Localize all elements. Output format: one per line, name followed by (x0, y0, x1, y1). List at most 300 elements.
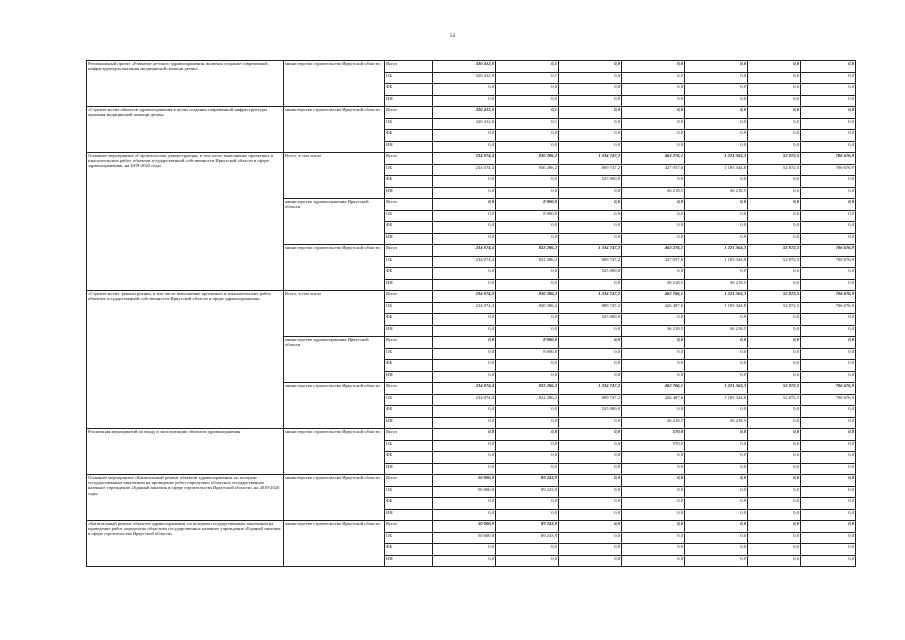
amount-cell: 0,0 (748, 440, 801, 452)
amount-cell: 462 706,1 (622, 383, 685, 395)
executor-cell: министерство строительства Иркутской области (284, 475, 385, 521)
amount-cell: 0,0 (622, 84, 685, 96)
amount-cell: 0,0 (559, 475, 622, 487)
table-row (87, 475, 856, 487)
amount-cell: 0,0 (559, 417, 622, 429)
amount-cell: 0,0 (748, 61, 801, 73)
amount-cell: 706 676,9 (801, 291, 856, 303)
funding-source-cell: ОБ (385, 164, 433, 176)
funding-source-cell: Всего (385, 429, 433, 441)
amount-cell: 570,0 (622, 440, 685, 452)
amount-cell: 0,0 (801, 440, 856, 452)
amount-cell: 0,0 (496, 463, 559, 475)
amount-cell: 234 074,4 (433, 164, 496, 176)
measure-name-cell: Основное мероприятие «Строительство, реконструкция, в том числе выполнение проектных и изыскательских работ, объектов государственной собственности Иркутской области в сфере здравоохранения» на 2019-2025 годы (87, 153, 284, 291)
amount-cell: 0,0 (685, 429, 748, 441)
table-row (87, 61, 856, 73)
amount-cell: 0,0 (685, 406, 748, 418)
executor-cell: министерство строительства Иркутской области (284, 61, 385, 107)
amount-cell: 0,0 (685, 199, 748, 211)
amount-cell: 36 218,5 (622, 325, 685, 337)
amount-cell: 0,0 (748, 348, 801, 360)
amount-cell: 0,0 (496, 498, 559, 510)
amount-cell: 570,0 (622, 429, 685, 441)
amount-cell: 52 872,5 (748, 394, 801, 406)
funding-source-cell: ОБ (385, 302, 433, 314)
amount-cell: 50 000,0 (433, 532, 496, 544)
amount-cell: 0,0 (496, 440, 559, 452)
amount-cell: 0,0 (748, 199, 801, 211)
amount-cell: 0,0 (685, 268, 748, 280)
amount-cell: 0,0 (433, 325, 496, 337)
amount-cell: 0,0 (496, 417, 559, 429)
amount-cell: 706 676,9 (801, 164, 856, 176)
amount-cell: 427 057,6 (622, 164, 685, 176)
amount-cell: 8 000,0 (496, 337, 559, 349)
amount-cell: 0,0 (748, 417, 801, 429)
amount-cell: 0,0 (685, 141, 748, 153)
amount-cell: 706 676,9 (801, 245, 856, 257)
executor-cell: министерство строительства Иркутской области (284, 107, 385, 153)
amount-cell: 706 676,9 (801, 383, 856, 395)
amount-cell: 89 243,9 (496, 475, 559, 487)
amount-cell: 0,0 (559, 348, 622, 360)
amount-cell: 0,0 (496, 360, 559, 372)
amount-cell: 0,0 (433, 141, 496, 153)
funding-source-cell: ИИ (385, 95, 433, 107)
amount-cell: 0,0 (685, 463, 748, 475)
amount-cell: 0,0 (433, 222, 496, 234)
amount-cell: 0,0 (433, 130, 496, 142)
amount-cell: 830 286,2 (496, 302, 559, 314)
amount-cell: 0,0 (622, 107, 685, 119)
amount-cell: 320 412,0 (433, 72, 496, 84)
amount-cell: 0,0 (433, 429, 496, 441)
amount-cell: 0,0 (801, 187, 856, 199)
funding-source-cell: ИИ (385, 371, 433, 383)
amount-cell: 0,0 (496, 222, 559, 234)
amount-cell: 0,0 (496, 544, 559, 556)
amount-cell: 234 074,4 (433, 153, 496, 165)
amount-cell: 0,0 (748, 130, 801, 142)
funding-source-cell: ИИ (385, 509, 433, 521)
measure-name-cell: Реализация мероприятий по вводу в эксплуатацию объектов здравоохранения (87, 429, 284, 475)
funding-source-cell: ОБ (385, 532, 433, 544)
amount-cell: 50 000,0 (433, 521, 496, 533)
amount-cell: 0,0 (559, 452, 622, 464)
amount-cell: 0,0 (433, 498, 496, 510)
measure-name-cell: Региональный проект «Развитие детского здравоохранения, включая создание современной инфраструктуры оказания медицинской помощи детям» (87, 61, 284, 107)
table-row (87, 107, 856, 119)
amount-cell: 0,0 (496, 325, 559, 337)
funding-source-cell: ФБ (385, 544, 433, 556)
amount-cell: 0,1 (496, 72, 559, 84)
funding-source-cell: ФБ (385, 130, 433, 142)
amount-cell: 0,0 (433, 371, 496, 383)
amount-cell: 0,0 (801, 417, 856, 429)
executor-cell: Всего, в том числе (284, 153, 385, 199)
amount-cell: 0,0 (685, 486, 748, 498)
amount-cell: 0,1 (496, 61, 559, 73)
table-row (87, 291, 856, 303)
amount-cell: 0,0 (801, 406, 856, 418)
amount-cell: 830 286,2 (496, 153, 559, 165)
amount-cell: 0,0 (685, 337, 748, 349)
amount-cell: 0,0 (801, 107, 856, 119)
amount-cell: 0,0 (622, 337, 685, 349)
amount-cell: 0,0 (801, 521, 856, 533)
amount-cell: 0,0 (622, 463, 685, 475)
amount-cell: 320 412,0 (433, 61, 496, 73)
amount-cell: 463 276,1 (622, 153, 685, 165)
amount-cell: 1 221 563,3 (685, 291, 748, 303)
amount-cell: 0,0 (559, 107, 622, 119)
amount-cell: 830 286,2 (496, 164, 559, 176)
amount-cell: 0,0 (433, 544, 496, 556)
amount-cell: 89 243,9 (496, 486, 559, 498)
amount-cell: 0,0 (748, 176, 801, 188)
amount-cell: 0,0 (748, 509, 801, 521)
amount-cell: 0,0 (622, 268, 685, 280)
amount-cell: 706 676,9 (801, 153, 856, 165)
funding-source-cell: ИИ (385, 325, 433, 337)
amount-cell: 525 000,0 (559, 176, 622, 188)
measure-name-cell: «Строительство, реконструкция, в том числе выполнение проектных и изыскательских работ, объектов государственной собственности Иркутской области в сфере здравоохранения» (87, 291, 284, 429)
amount-cell: 0,0 (748, 406, 801, 418)
amount-cell: 8 000,0 (496, 348, 559, 360)
amount-cell: 0,0 (748, 210, 801, 222)
amount-cell: 0,0 (622, 222, 685, 234)
executor-cell: министерство здравоохранения Иркутской области (284, 337, 385, 383)
amount-cell: 0,0 (559, 463, 622, 475)
amount-cell: 0,0 (496, 268, 559, 280)
amount-cell: 0,0 (685, 348, 748, 360)
amount-cell: 0,0 (801, 475, 856, 487)
amount-cell: 0,0 (685, 475, 748, 487)
amount-cell: 0,0 (433, 440, 496, 452)
amount-cell: 426 487,6 (622, 394, 685, 406)
amount-cell: 0,0 (801, 141, 856, 153)
amount-cell: 0,0 (801, 532, 856, 544)
amount-cell: 0,0 (622, 233, 685, 245)
amount-cell: 0,0 (685, 360, 748, 372)
amount-cell: 0,0 (559, 521, 622, 533)
funding-source-cell: ОБ (385, 256, 433, 268)
amount-cell: 0,0 (622, 371, 685, 383)
amount-cell: 0,0 (801, 486, 856, 498)
amount-cell: 0,0 (748, 118, 801, 130)
amount-cell: 0,0 (496, 371, 559, 383)
amount-cell: 0,0 (622, 544, 685, 556)
amount-cell: 0,0 (685, 521, 748, 533)
amount-cell: 0,0 (801, 371, 856, 383)
amount-cell: 0,0 (496, 429, 559, 441)
funding-source-cell: Всего (385, 291, 433, 303)
amount-cell: 0,0 (433, 406, 496, 418)
amount-cell: 52 872,5 (748, 302, 801, 314)
executor-cell: министерство строительства Иркутской области (284, 383, 385, 429)
amount-cell: 0,0 (622, 61, 685, 73)
funding-source-cell: Всего (385, 199, 433, 211)
amount-cell: 426 487,6 (622, 302, 685, 314)
amount-cell: 525 000,0 (559, 314, 622, 326)
amount-cell: 809 747,2 (559, 256, 622, 268)
amount-cell: 0,1 (496, 118, 559, 130)
amount-cell: 0,0 (748, 371, 801, 383)
budget-table (86, 60, 856, 567)
funding-source-cell: Всего (385, 475, 433, 487)
amount-cell: 0,0 (622, 348, 685, 360)
amount-cell: 0,0 (748, 544, 801, 556)
amount-cell: 0,0 (801, 452, 856, 464)
funding-source-cell: ФБ (385, 314, 433, 326)
funding-source-cell: Всего (385, 107, 433, 119)
amount-cell: 0,0 (433, 95, 496, 107)
amount-cell: 0,0 (622, 521, 685, 533)
amount-cell: 0,0 (622, 360, 685, 372)
executor-cell: министерство строительства Иркутской области (284, 245, 385, 291)
funding-source-cell: ИИ (385, 279, 433, 291)
amount-cell: 1 185 344,8 (685, 256, 748, 268)
funding-source-cell: ОБ (385, 394, 433, 406)
amount-cell: 0,0 (801, 337, 856, 349)
amount-cell: 0,0 (496, 452, 559, 464)
amount-cell: 0,0 (801, 429, 856, 441)
amount-cell: 0,0 (685, 555, 748, 567)
amount-cell: 1 334 747,2 (559, 245, 622, 257)
amount-cell: 830 286,2 (496, 291, 559, 303)
amount-cell: 0,0 (559, 61, 622, 73)
amount-cell: 0,0 (559, 429, 622, 441)
amount-cell: 0,0 (559, 95, 622, 107)
amount-cell: 0,0 (801, 268, 856, 280)
amount-cell: 0,0 (801, 176, 856, 188)
amount-cell: 822 286,2 (496, 383, 559, 395)
amount-cell: 0,0 (559, 544, 622, 556)
amount-cell: 50 000,0 (433, 486, 496, 498)
amount-cell: 0,0 (685, 107, 748, 119)
amount-cell: 0,0 (801, 61, 856, 73)
amount-cell: 463 276,1 (622, 245, 685, 257)
measure-name-cell: «Строительство объектов здравоохранения в целях создания современной инфраструктуры оказания медицинской помощи детям» (87, 107, 284, 153)
amount-cell: 52 872,5 (748, 291, 801, 303)
amount-cell: 1 334 747,2 (559, 291, 622, 303)
executor-cell: министерство строительства Иркутской области (284, 429, 385, 475)
funding-source-cell: Всего (385, 383, 433, 395)
amount-cell: 0,0 (801, 199, 856, 211)
amount-cell: 0,0 (559, 360, 622, 372)
amount-cell: 0,0 (559, 233, 622, 245)
amount-cell: 36 218,5 (685, 279, 748, 291)
funding-source-cell: ИИ (385, 141, 433, 153)
amount-cell: 0,0 (433, 509, 496, 521)
amount-cell: 234 074,4 (433, 256, 496, 268)
amount-cell: 0,0 (559, 199, 622, 211)
amount-cell: 0,0 (748, 452, 801, 464)
amount-cell: 0,0 (622, 314, 685, 326)
amount-cell: 0,0 (685, 118, 748, 130)
amount-cell: 0,0 (801, 233, 856, 245)
amount-cell: 0,0 (559, 509, 622, 521)
amount-cell: 0,0 (559, 532, 622, 544)
amount-cell: 0,0 (748, 222, 801, 234)
executor-cell: Всего, в том числе (284, 291, 385, 337)
amount-cell: 0,0 (559, 84, 622, 96)
amount-cell: 0,0 (622, 210, 685, 222)
amount-cell: 0,0 (801, 84, 856, 96)
amount-cell: 0,0 (748, 107, 801, 119)
amount-cell: 0,0 (748, 555, 801, 567)
amount-cell: 8 000,0 (496, 199, 559, 211)
amount-cell: 0,0 (559, 210, 622, 222)
amount-cell: 0,0 (622, 406, 685, 418)
amount-cell: 525 000,0 (559, 268, 622, 280)
amount-cell: 0,0 (559, 555, 622, 567)
amount-cell: 234 074,4 (433, 302, 496, 314)
amount-cell: 0,0 (559, 498, 622, 510)
amount-cell: 706 676,9 (801, 256, 856, 268)
amount-cell: 0,0 (748, 187, 801, 199)
funding-source-cell: ИИ (385, 417, 433, 429)
amount-cell: 0,0 (801, 130, 856, 142)
amount-cell: 0,0 (748, 498, 801, 510)
amount-cell: 0,0 (685, 452, 748, 464)
amount-cell: 0,0 (622, 555, 685, 567)
funding-source-cell: ФБ (385, 222, 433, 234)
amount-cell: 0,0 (748, 463, 801, 475)
measure-name-cell: «Капитальный ремонт объектов здравоохранения, по которым государственным заказчиком на проведение работ определено областное государственное казенное учреждение «Единый заказчик в сфере строительства Иркутской области» (87, 521, 284, 567)
amount-cell: 0,0 (801, 314, 856, 326)
amount-cell: 0,0 (748, 521, 801, 533)
amount-cell: 0,0 (622, 498, 685, 510)
amount-cell: 320 412,0 (433, 107, 496, 119)
amount-cell: 0,0 (748, 268, 801, 280)
executor-cell: министерство здравоохранения Иркутской области (284, 199, 385, 245)
amount-cell: 0,0 (559, 337, 622, 349)
funding-source-cell: Всего (385, 521, 433, 533)
amount-cell: 0,0 (433, 84, 496, 96)
amount-cell: 52 872,5 (748, 383, 801, 395)
funding-source-cell: Всего (385, 337, 433, 349)
amount-cell: 0,0 (622, 199, 685, 211)
amount-cell: 0,0 (748, 84, 801, 96)
amount-cell: 0,0 (748, 475, 801, 487)
amount-cell: 0,0 (559, 141, 622, 153)
amount-cell: 0,0 (559, 72, 622, 84)
funding-source-cell: ФБ (385, 84, 433, 96)
amount-cell: 0,0 (433, 337, 496, 349)
amount-cell: 89 243,9 (496, 532, 559, 544)
amount-cell: 0,0 (622, 72, 685, 84)
amount-cell: 0,0 (496, 95, 559, 107)
amount-cell: 0,0 (496, 84, 559, 96)
table-row (87, 153, 856, 165)
amount-cell: 36 218,5 (685, 417, 748, 429)
amount-cell: 0,0 (801, 95, 856, 107)
amount-cell: 0,0 (748, 72, 801, 84)
amount-cell: 0,0 (748, 532, 801, 544)
amount-cell: 36 218,5 (685, 325, 748, 337)
amount-cell: 0,0 (801, 118, 856, 130)
amount-cell: 462 706,1 (622, 291, 685, 303)
amount-cell: 0,0 (801, 210, 856, 222)
amount-cell: 52 872,5 (748, 245, 801, 257)
amount-cell: 0,0 (801, 325, 856, 337)
amount-cell: 0,0 (801, 360, 856, 372)
table-row (87, 429, 856, 441)
amount-cell: 1 221 563,3 (685, 245, 748, 257)
amount-cell: 525 000,0 (559, 406, 622, 418)
amount-cell: 0,0 (801, 544, 856, 556)
amount-cell: 0,0 (622, 509, 685, 521)
amount-cell: 0,0 (801, 222, 856, 234)
amount-cell: 0,0 (801, 498, 856, 510)
amount-cell: 0,0 (559, 130, 622, 142)
amount-cell: 0,0 (559, 440, 622, 452)
funding-source-cell: ИИ (385, 555, 433, 567)
funding-source-cell: ИИ (385, 187, 433, 199)
measure-name-cell: Основное мероприятие «Капитальный ремонт объектов здравоохранения, по которым государственным заказчиком на проведение работ определено областное государственное казенное учреждение «Единый заказчик в сфере строительства Иркутской области» на 2019-2020 годы (87, 475, 284, 521)
amount-cell: 0,0 (433, 348, 496, 360)
amount-cell: 0,0 (748, 233, 801, 245)
amount-cell: 0,0 (496, 314, 559, 326)
amount-cell: 0,0 (622, 118, 685, 130)
amount-cell: 0,0 (559, 325, 622, 337)
funding-source-cell: Всего (385, 245, 433, 257)
amount-cell: 0,0 (685, 72, 748, 84)
amount-cell: 809 747,2 (559, 302, 622, 314)
amount-cell: 0,0 (496, 509, 559, 521)
amount-cell: 0,0 (748, 141, 801, 153)
amount-cell: 0,0 (685, 233, 748, 245)
amount-cell: 0,0 (748, 325, 801, 337)
amount-cell: 0,0 (748, 314, 801, 326)
amount-cell: 0,0 (433, 417, 496, 429)
amount-cell: 0,0 (496, 555, 559, 567)
funding-source-cell: Всего (385, 153, 433, 165)
amount-cell: 0,0 (559, 222, 622, 234)
amount-cell: 0,0 (622, 486, 685, 498)
executor-cell: министерство строительства Иркутской области (284, 521, 385, 567)
amount-cell: 0,0 (748, 95, 801, 107)
funding-source-cell: ОБ (385, 486, 433, 498)
amount-cell: 1 334 747,2 (559, 153, 622, 165)
amount-cell: 52 872,5 (748, 164, 801, 176)
amount-cell: 1 185 344,8 (685, 302, 748, 314)
amount-cell: 0,0 (622, 141, 685, 153)
amount-cell: 0,0 (685, 130, 748, 142)
funding-source-cell: ОБ (385, 440, 433, 452)
amount-cell: 0,0 (496, 279, 559, 291)
amount-cell: 822 286,2 (496, 256, 559, 268)
amount-cell: 320 412,0 (433, 118, 496, 130)
amount-cell: 1 221 563,3 (685, 153, 748, 165)
amount-cell: 36 218,5 (685, 187, 748, 199)
amount-cell: 0,0 (685, 544, 748, 556)
amount-cell: 0,0 (685, 84, 748, 96)
amount-cell: 0,0 (496, 141, 559, 153)
amount-cell: 0,0 (748, 360, 801, 372)
amount-cell: 1 334 747,2 (559, 383, 622, 395)
amount-cell: 234 074,4 (433, 245, 496, 257)
amount-cell: 0,0 (748, 337, 801, 349)
amount-cell: 0,0 (685, 371, 748, 383)
amount-cell: 0,0 (685, 498, 748, 510)
amount-cell: 0,0 (685, 440, 748, 452)
amount-cell: 0,0 (496, 406, 559, 418)
amount-cell: 0,0 (433, 463, 496, 475)
funding-source-cell: ФБ (385, 176, 433, 188)
